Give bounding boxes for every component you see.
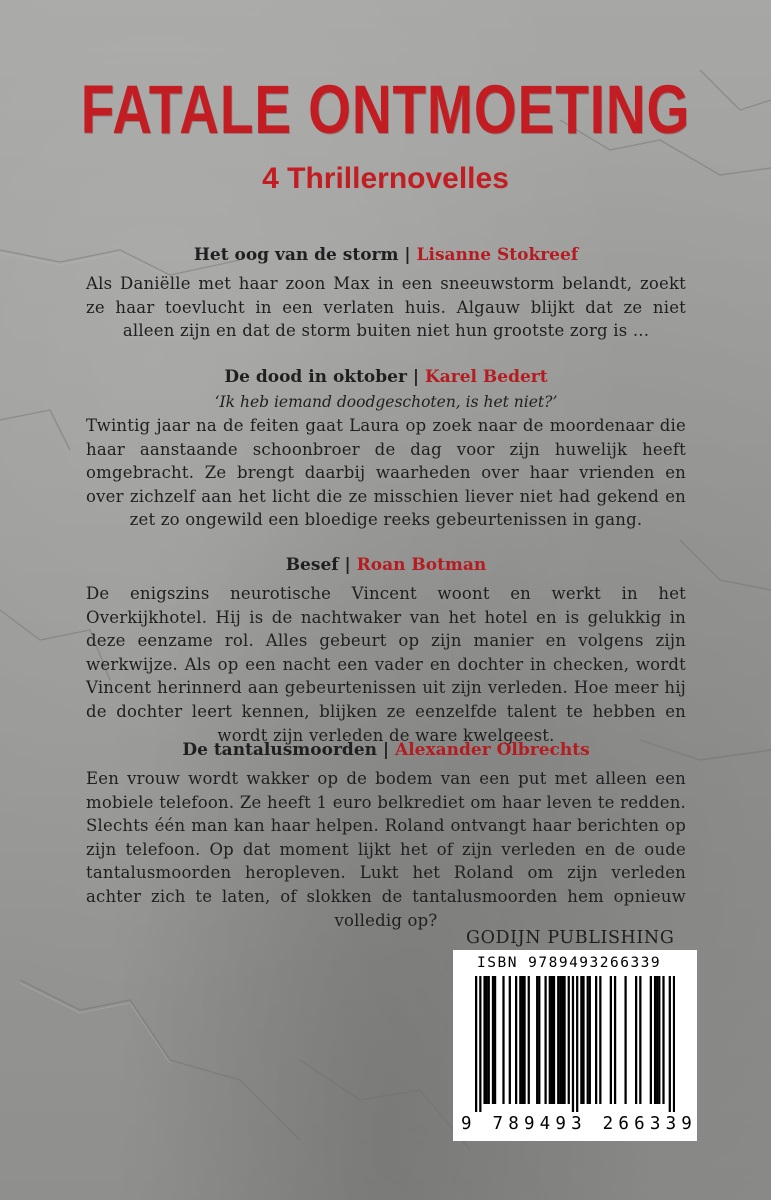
barcode-bar <box>563 976 565 1104</box>
story-author: Karel Bedert <box>424 367 548 387</box>
barcode-bars <box>475 976 675 1112</box>
barcode-bar <box>576 976 578 1112</box>
story-blurb: Een vrouw wordt wakker op de bodem van een put met alleen een mobiele telefoon. Ze heeft 1 euro belkrediet om haar leven te redden. Slechts één man kan haar helpen. Roland ontvangt haar berichten op zijn telefoon. Op dat moment lijkt het of zijn verleden en de oude tantalusmoorden heropleven. Lukt het Roland om zijn verleden achter zich te laten, of slokken de tantalusmoorden hem opnieuw volledig op? <box>86 769 686 930</box>
barcode-bar <box>658 976 660 1104</box>
barcode-bar <box>544 976 546 1104</box>
barcode-bar <box>486 976 488 1104</box>
publisher-name: GODIJN PUBLISHING <box>466 928 675 948</box>
story-author: Lisanne Stokreef <box>416 245 579 265</box>
barcode-bar <box>610 976 612 1104</box>
story-title: De tantalusmoorden <box>182 740 377 760</box>
isbn-barcode <box>453 950 697 1141</box>
barcode-bar <box>669 976 671 1112</box>
barcode-bar <box>523 976 525 1104</box>
barcode-bar <box>580 976 582 1104</box>
barcode-bar <box>509 976 511 1104</box>
barcode-bar <box>538 976 540 1104</box>
story-blurb: Twintig jaar na de feiten gaat Laura op zoek naar de moordenaar die haar aanstaande schoonbroer de dag voor zijn huwelijk heeft omgebracht. Ze brengt daarbij waarheden over haar vrienden en over zichzelf aan het licht die ze misschien liever niet had gekend en zet zo ongewild een bloedige reeks gebeurtenissen in gang. <box>86 416 686 530</box>
barcode-bar <box>589 976 591 1104</box>
barcode-bar <box>515 976 517 1104</box>
barcode-bar <box>475 976 477 1112</box>
story-heading <box>86 552 686 578</box>
barcode-bar <box>483 976 485 1104</box>
barcode-bar <box>488 976 490 1104</box>
story-section <box>86 737 686 932</box>
story-section <box>86 242 686 343</box>
barcode-bar <box>494 976 496 1104</box>
barcode-bar <box>559 976 561 1104</box>
heading-separator: | <box>344 555 351 575</box>
barcode-bar <box>521 976 523 1104</box>
story-title: Het oog van de storm <box>193 245 399 265</box>
barcode-bar <box>599 976 601 1104</box>
barcode-bar <box>639 976 641 1104</box>
story-author: Roan Botman <box>356 555 487 575</box>
barcode-bar <box>492 976 494 1104</box>
barcode-bar <box>568 976 570 1104</box>
heading-separator: | <box>412 367 420 387</box>
barcode-bar <box>519 976 521 1104</box>
barcode-bar <box>572 976 574 1112</box>
heading-separator: | <box>404 245 411 265</box>
barcode-bar <box>624 976 626 1104</box>
book-title: FATALE ONTMOETING <box>80 71 691 148</box>
barcode-bar <box>673 976 675 1112</box>
story-section <box>86 552 686 747</box>
barcode-bar <box>614 976 616 1104</box>
barcode-bar <box>587 976 589 1104</box>
heading-separator: | <box>382 740 390 760</box>
barcode-bar <box>549 976 551 1104</box>
barcode-bar <box>662 976 664 1104</box>
isbn-label: ISBN 9789493266339 <box>477 955 662 971</box>
story-blurb: Als Daniëlle met haar zoon Max in een sneeuwstorm belandt, zoekt ze haar toevlucht in een verlaten huis. Algauw blijkt dat ze niet alleen zijn en dat de storm buiten niet hun grootste zorg is ... <box>86 274 686 341</box>
barcode-bar <box>650 976 652 1104</box>
barcode-bar <box>654 976 656 1104</box>
story-title: De dood in oktober <box>224 367 407 387</box>
barcode-bar <box>635 976 637 1104</box>
barcode-bar <box>557 976 559 1104</box>
barcode-bar <box>561 976 563 1104</box>
story-heading <box>86 737 686 763</box>
story-author: Alexander Olbrechts <box>395 740 590 760</box>
barcode-bar <box>656 976 658 1104</box>
barcode-bar <box>595 976 597 1104</box>
barcode-bar <box>553 976 555 1104</box>
barcode-bar <box>551 976 553 1104</box>
story-quote: ‘Ik heb iemand doodgeschoten, is het niet?’ <box>214 393 558 411</box>
book-subtitle: 4 Thrillernovelles <box>262 162 509 195</box>
barcode-bar <box>528 976 530 1104</box>
story-title: Besef <box>285 555 339 575</box>
story-heading <box>86 364 686 390</box>
barcode-bar <box>502 976 504 1104</box>
barcode-bar <box>536 976 538 1104</box>
barcode-bar <box>582 976 584 1104</box>
story-heading <box>86 242 686 268</box>
barcode-bar <box>479 976 481 1112</box>
story-blurb: De enigszins neurotische Vincent woont en werkt in het Overkijkhotel. Hij is de nachtwaker van het hotel en is gelukkig in deze eenzame rol. Alles gebeurt op zijn manier en volgens zijn werkwijze. Als op een nacht een vader en dochter in checken, wordt Vincent herinnerd aan gebeurtenissen uit zijn verleden. Hoe meer hij de dochter leert kennen, blijken ze eenzelfde talent te hebben en wordt zijn verleden de ware kwelgeest. <box>86 584 686 745</box>
story-section <box>86 364 686 532</box>
barcode-digits: 9 789493 266339 <box>461 1114 698 1134</box>
